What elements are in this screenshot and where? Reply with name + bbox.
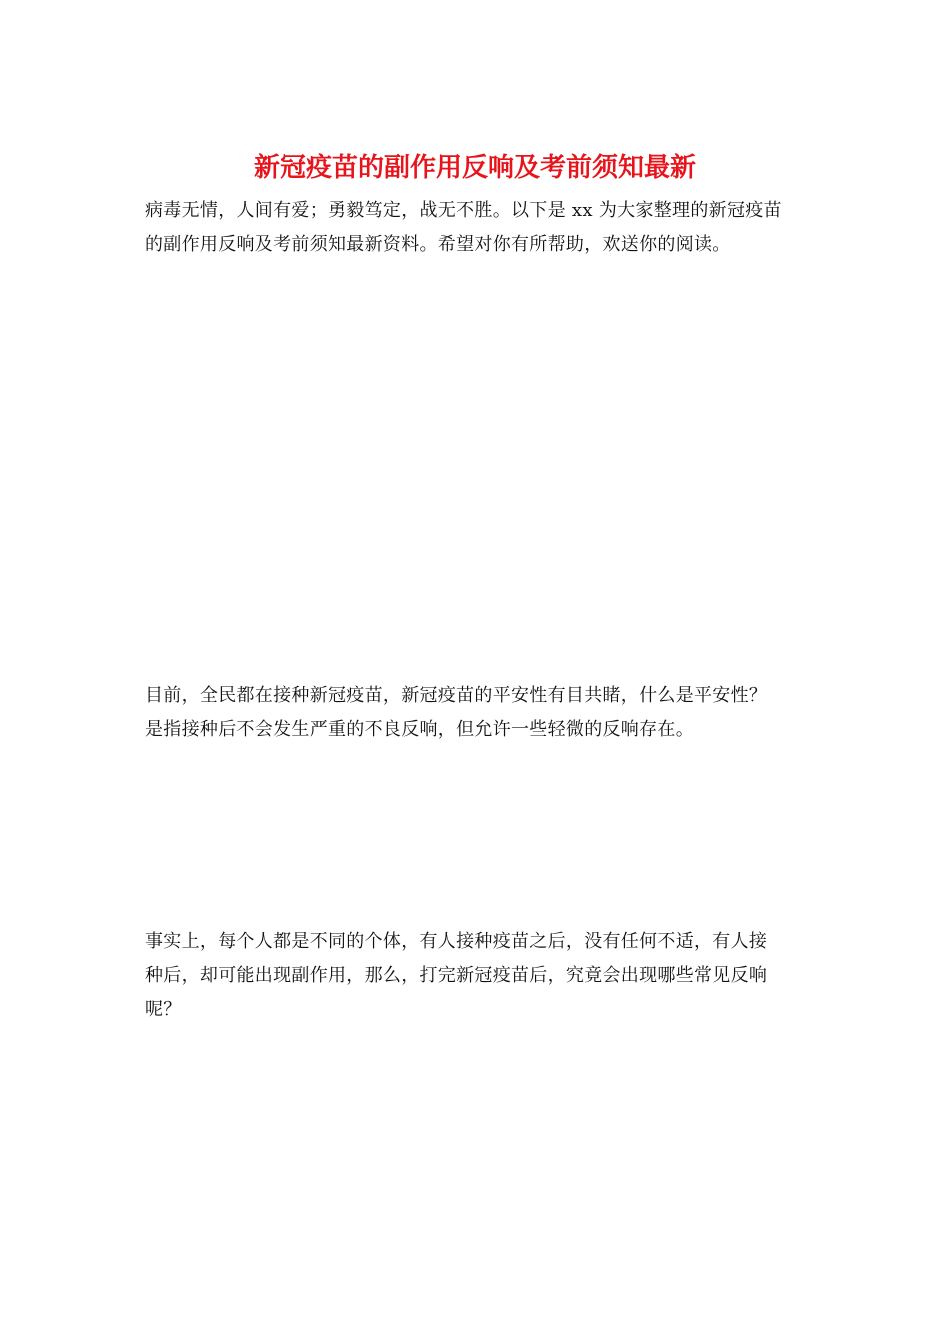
paragraph-line: 呢？ <box>145 999 182 1020</box>
paragraph-line: 事实上，每个人都是不同的个体，有人接种疫苗之后，没有任何不适，有人接 <box>145 931 768 952</box>
paragraph-line: 种后，却可能出现副作用，那么，打完新冠疫苗后，究竟会出现哪些常见反响 <box>145 965 768 986</box>
paragraph-side-effects <box>145 925 805 1027</box>
paragraph-line: 目前，全民都在接种新冠疫苗，新冠疫苗的平安性有目共睹，什么是平安性？ <box>145 685 768 706</box>
document-title: 新冠疫苗的副作用反响及考前须知最新 <box>253 153 696 183</box>
paragraph-intro <box>145 194 805 262</box>
paragraph-line: 病毒无情，人间有爱；勇毅笃定，战无不胜。以下是 xx 为大家整理的新冠疫苗 <box>145 200 782 221</box>
paragraph-line: 的副作用反响及考前须知最新资料。希望对你有所帮助，欢送你的阅读。 <box>145 234 731 255</box>
paragraph-safety <box>145 679 805 747</box>
paragraph-line: 是指接种后不会发生严重的不良反响，但允许一些轻微的反响存在。 <box>145 719 694 740</box>
